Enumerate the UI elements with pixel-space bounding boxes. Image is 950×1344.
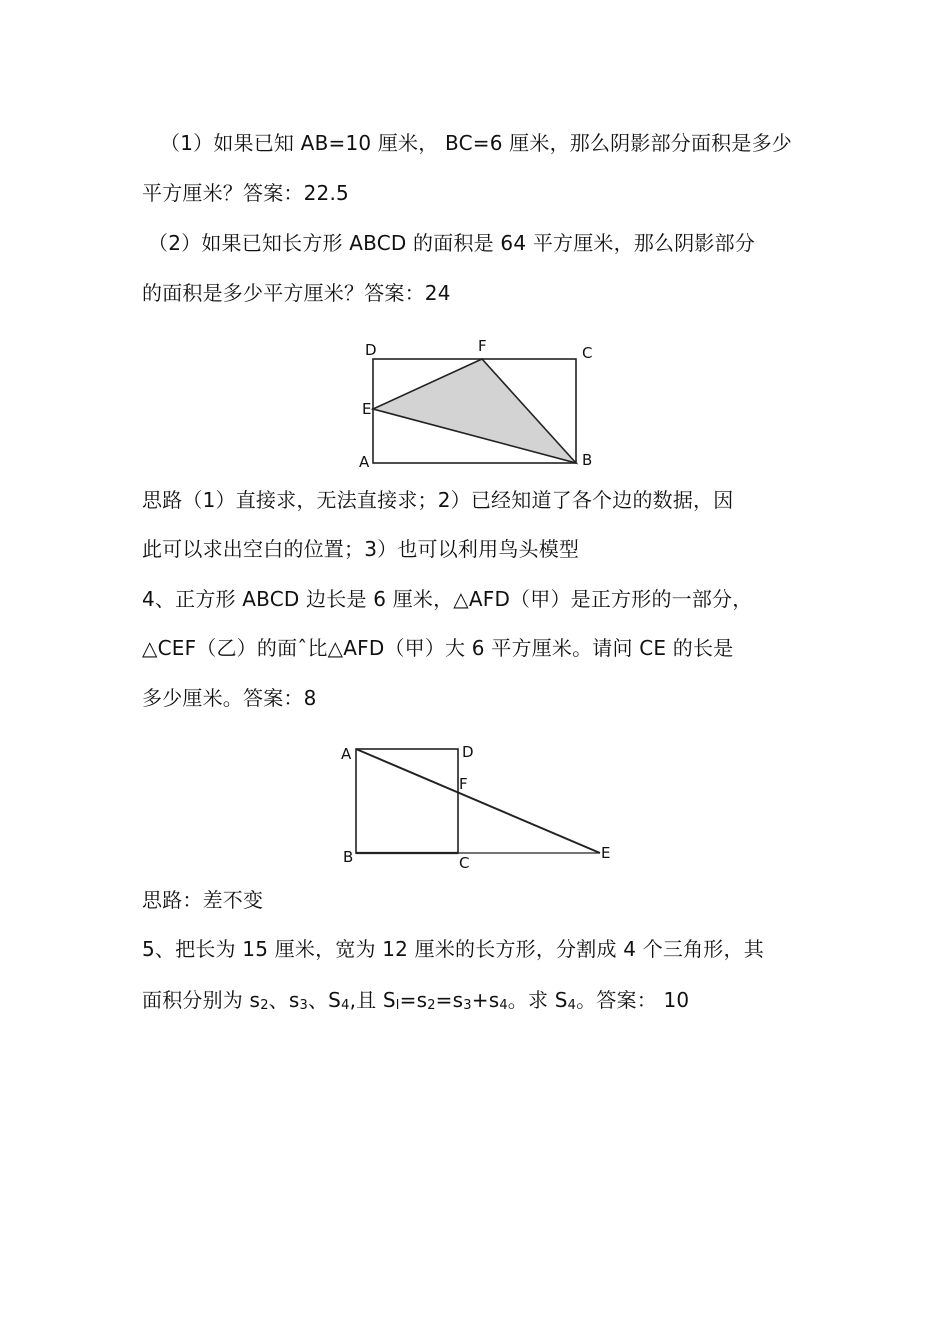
q5-sub-7: 4 [499,998,508,1013]
q5-text-4: ,且 S [349,988,396,1012]
q4-line3: 多少厘米。答案：8 [142,686,317,710]
segment-ae [356,749,600,853]
q4-line2: △CEF（乙）的面ˆ比△AFD（甲）大 6 平方厘米。请问 CE 的长是 [142,636,734,660]
q3-part1-line2: 平方厘米？答案：22.5 [142,181,349,205]
q5-text-2: 、s [268,988,300,1012]
q3-part2-line1: （2）如果已知长方形 ABCD 的面积是 64 平方厘米，那么阴影部分 [148,231,756,255]
q5-sub-4: l [395,998,400,1013]
fig2-label-f: F [459,775,468,793]
hint-line2: 此可以求出空白的位置；3）也可以利用鸟头模型 [142,537,580,561]
fig2-label-b: B [343,848,354,866]
q5-sub-6: 3 [463,998,472,1013]
q5-text-1: 面积分别为 s [142,988,261,1012]
q5-text-6: =s [435,988,464,1012]
q5-line2 [142,988,689,1018]
fig2-label-e: E [601,844,611,862]
fig1-label-b: B [582,451,593,469]
q5-text-7: +s [471,988,500,1012]
fig1-label-e: E [362,400,372,418]
q5-text-8: 。求 S [507,988,568,1012]
q5-sub-1: 2 [260,998,269,1013]
q5-text-3: 、S [307,988,342,1012]
q5-sub-5: 2 [427,998,436,1013]
q5-text-9: 。答案： 10 [576,988,690,1012]
fig1-label-a: A [359,453,370,471]
hint-line1: 思路（1）直接求，无法直接求；2）已经知道了各个边的数据，因 [142,488,734,512]
square-abcd [356,749,458,853]
q3-part2-line2: 的面积是多少平方厘米？答案：24 [142,281,451,305]
fig2-label-c: C [459,854,470,872]
fig2-label-a: A [341,745,352,763]
q5-text-5: =s [399,988,428,1012]
q5-sub-8: 4 [567,998,577,1013]
fig1-label-d: D [365,341,377,359]
q5-sub-3: 4 [341,998,350,1013]
q5-line1: 5、把长为 15 厘米，宽为 12 厘米的长方形，分割成 4 个三角形，其 [142,937,764,961]
fig2-label-d: D [462,743,474,761]
q3-part1-line1: （1）如果已知 AB=10 厘米， BC=6 厘米，那么阴影部分面积是多少 [160,131,792,155]
hint2-line: 思路：差不变 [142,888,264,912]
q4-line1: 4、正方形 ABCD 边长是 6 厘米，△AFD（甲）是正方形的一部分， [142,587,753,611]
q5-sub-2: 3 [299,998,308,1013]
fig1-label-c: C [582,344,593,362]
fig1-label-f: F [478,337,487,355]
